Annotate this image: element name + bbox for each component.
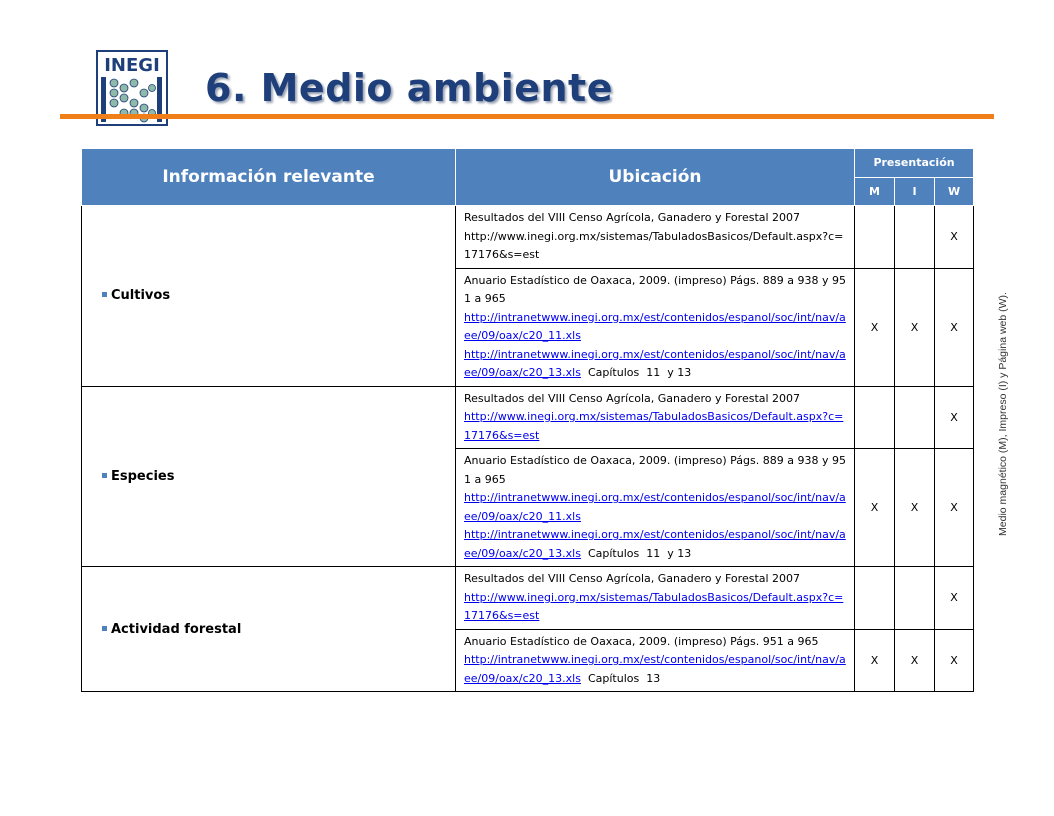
header-presentation: Presentación <box>855 149 974 178</box>
source-suffix: Capítulos 13 <box>580 671 661 685</box>
category-cell <box>82 386 456 567</box>
side-note-container <box>992 258 1014 570</box>
header-w: W <box>935 177 974 206</box>
mark-w: X <box>935 567 974 630</box>
mark-i <box>895 386 935 449</box>
mark-m: X <box>855 629 895 692</box>
source-link[interactable]: http://intranetwww.inegi.org.mx/est/contenidos/espanol/soc/int/nav/aee/09/oax/c20_13.xls <box>464 653 846 685</box>
source-text: Anuario Estadístico de Oaxaca, 2009. (impreso) Págs. 951 a 965 <box>464 634 819 648</box>
source-link[interactable]: http://intranetwww.inegi.org.mx/est/contenidos/espanol/soc/int/nav/aee/09/oax/c20_11.xls <box>464 491 846 523</box>
source-url: http://www.inegi.org.mx/sistemas/TabuladosBasicos/Default.aspx?c=17176&s=est <box>464 229 844 261</box>
category-cell <box>82 567 456 692</box>
svg-text:INEGI: INEGI <box>104 55 160 76</box>
source-suffix: Capítulos 11 y 13 <box>580 546 692 560</box>
source-text: Resultados del VIII Censo Agrícola, Ganadero y Forestal 2007 <box>464 211 801 224</box>
table-row <box>82 206 974 269</box>
mark-w: X <box>935 206 974 269</box>
mark-m <box>855 567 895 630</box>
mark-i: X <box>895 629 935 692</box>
source-text: Anuario Estadístico de Oaxaca, 2009. (impreso) Págs. 889 a 938 y 951 a 965 <box>464 454 846 486</box>
source-text: Anuario Estadístico de Oaxaca, 2009. (impreso) Págs. 889 a 938 y 951 a 965 <box>464 273 846 305</box>
mark-w: X <box>935 449 974 567</box>
category-label: Cultivos <box>111 288 171 304</box>
source-text: Resultados del VIII Censo Agrícola, Ganadero y Forestal 2007 <box>464 391 801 405</box>
source-text: Resultados del VIII Censo Agrícola, Ganadero y Forestal 2007 <box>464 572 801 585</box>
source-suffix: Capítulos 11 y 13 <box>580 366 692 379</box>
mark-i <box>895 567 935 630</box>
info-table <box>81 148 974 692</box>
category-label: Actividad forestal <box>111 621 242 637</box>
side-note: Medio magnético (M), Impreso (I) y Página web (W). <box>997 292 1009 536</box>
source-link[interactable]: http://intranetwww.inegi.org.mx/est/contenidos/espanol/soc/int/nav/aee/09/oax/c20_13.xls <box>464 347 846 379</box>
mark-m: X <box>855 268 895 386</box>
source-cell <box>456 386 855 449</box>
header-row <box>82 149 974 178</box>
bullet-icon <box>102 473 107 478</box>
table-row <box>82 386 974 449</box>
mark-w: X <box>935 386 974 449</box>
source-link[interactable]: http://intranetwww.inegi.org.mx/est/contenidos/espanol/soc/int/nav/aee/09/oax/c20_11.xls <box>464 310 846 342</box>
mark-m <box>855 206 895 269</box>
bullet-icon <box>102 292 107 297</box>
mark-i: X <box>895 449 935 567</box>
title-divider <box>60 114 994 119</box>
header-m: M <box>855 177 895 206</box>
source-link[interactable]: http://www.inegi.org.mx/sistemas/TabuladosBasicos/Default.aspx?c=17176&s=est <box>464 590 844 622</box>
mark-m <box>855 386 895 449</box>
header-info: Información relevante <box>82 149 456 206</box>
source-cell <box>456 268 855 386</box>
category-label: Especies <box>111 468 175 484</box>
table-row <box>82 567 974 630</box>
mark-i <box>895 206 935 269</box>
mark-w: X <box>935 629 974 692</box>
source-cell <box>456 206 855 269</box>
mark-w: X <box>935 268 974 386</box>
source-link[interactable]: http://www.inegi.org.mx/sistemas/TabuladosBasicos/Default.aspx?c=17176&s=est <box>464 410 844 442</box>
source-cell <box>456 449 855 567</box>
header-i: I <box>895 177 935 206</box>
source-link[interactable]: http://intranetwww.inegi.org.mx/est/contenidos/espanol/soc/int/nav/aee/09/oax/c20_13.xls <box>464 528 846 560</box>
page-title: 6. Medio ambiente <box>205 66 613 110</box>
category-cell <box>82 206 456 387</box>
bullet-icon <box>102 626 107 631</box>
mark-m: X <box>855 449 895 567</box>
header-location: Ubicación <box>456 149 855 206</box>
mark-i: X <box>895 268 935 386</box>
source-cell <box>456 629 855 692</box>
source-cell <box>456 567 855 630</box>
